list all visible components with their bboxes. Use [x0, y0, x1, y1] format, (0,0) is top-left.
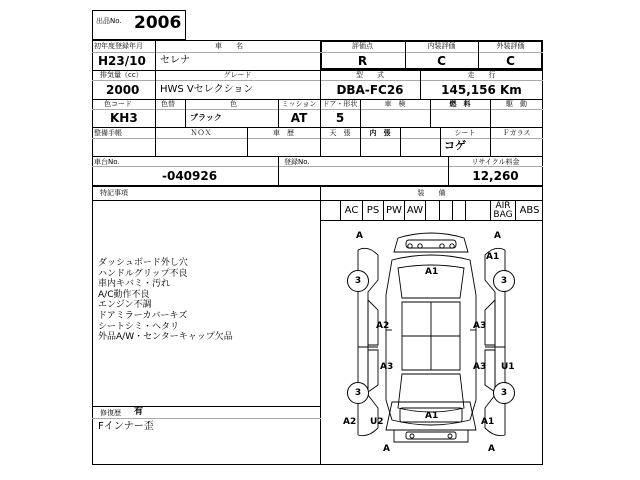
history-label: 車 歴	[273, 129, 294, 137]
lot-number: 2006	[134, 13, 182, 33]
equipment-abs: ABS	[515, 201, 543, 220]
remark-item: ダッシュボード外し穴	[98, 258, 188, 268]
equipment-aw: AW	[404, 201, 425, 220]
doors: 5	[335, 111, 345, 125]
damage-mark: A3	[473, 362, 487, 372]
remarks-list	[98, 258, 233, 343]
sunroof-label: 天 張	[329, 129, 351, 137]
damage-mark: A	[494, 231, 501, 241]
damage-mark: U2	[370, 417, 384, 427]
equipment-pw: PW	[383, 201, 404, 220]
year-label: 初年度登録年月	[94, 42, 143, 50]
equipment-ps: PS	[362, 201, 383, 220]
remarks-label: 特記事項	[100, 189, 128, 197]
seat-condition: コゲ	[444, 139, 466, 152]
evaluation-score: R	[357, 54, 368, 68]
remark-item: ドアミラーカバーキズ	[98, 310, 188, 321]
damage-mark: A1	[425, 267, 439, 277]
damage-mark: A	[488, 444, 495, 454]
recycle-fee-label: リサイクル料金	[471, 158, 520, 166]
drive-label: 駆 動	[506, 100, 527, 108]
remark-item: シートシミ・ヘタリ	[98, 321, 180, 332]
front-glass-label: Ｆガラス	[502, 129, 531, 137]
equipment-blank-2	[439, 201, 452, 220]
equipment-blank-4	[465, 201, 490, 220]
car-damage-diagram	[320, 220, 543, 465]
exterior-grade: C	[506, 54, 515, 68]
nox-label: ＮＯＸ	[190, 129, 212, 137]
mileage-label: 走 行	[467, 71, 496, 79]
registration-label: 登録No.	[284, 158, 310, 166]
color-code-label: 色コード	[104, 100, 132, 108]
seat-label: シート	[454, 129, 476, 137]
equipment-ac: AC	[340, 201, 362, 220]
repair-note: Fインナー歪	[98, 421, 154, 432]
interior-grade: C	[437, 54, 446, 68]
equipment-blank-1	[425, 201, 439, 220]
recycle-fee: 12,260	[472, 169, 519, 183]
grade: HWS Vセレクション	[160, 84, 254, 95]
repair-history-value: 有	[134, 407, 144, 417]
maintenance-record-label: 整備手帳	[94, 129, 122, 137]
damage-mark: A1	[486, 252, 500, 262]
tire-rear-right: 3	[493, 382, 515, 404]
damage-mark: A	[383, 444, 390, 454]
car-name-label: 車 名	[215, 42, 243, 50]
damage-mark: A3	[473, 321, 487, 331]
damage-mark: A1	[481, 417, 495, 427]
equipment-label: 装 備	[417, 189, 446, 197]
mission-label: ミッション	[281, 100, 317, 108]
doors-label: ドア・形状	[322, 100, 358, 108]
equipment-airbag: AIR BAG	[490, 201, 515, 220]
tire-front-left: 3	[347, 270, 369, 292]
damage-mark: A2	[376, 321, 390, 331]
car-name: セレナ	[160, 55, 190, 66]
remark-item: エンジン不調	[98, 300, 152, 311]
damage-mark: A3	[380, 362, 394, 372]
grade-label: グレード	[223, 71, 252, 79]
remark-item: ハンドルグリップ不良	[98, 268, 188, 279]
damage-mark: U1	[501, 362, 515, 372]
color-change-label: 色替	[161, 100, 175, 108]
repair-history-label: 修復歴	[100, 409, 121, 417]
color-code: KH3	[110, 111, 138, 125]
model-label: 型 式	[356, 71, 384, 79]
chassis-number: -040926	[162, 169, 218, 183]
displacement: 2000	[106, 83, 140, 97]
first-registration: H23/10	[98, 54, 146, 68]
lot-number-label: 出品No.	[96, 17, 122, 25]
interior-trim-label: 内 張	[369, 129, 391, 137]
fuel-label: 燃 料	[449, 100, 471, 108]
model-code: DBA-FC26	[336, 83, 404, 97]
tire-rear-left: 3	[347, 382, 369, 404]
transmission: AT	[290, 111, 308, 125]
chassis-label: 車台No.	[94, 158, 120, 166]
interior-grade-label: 内装評価	[427, 42, 456, 50]
remark-item: 外品A/W・センターキャップ欠品	[98, 332, 233, 343]
displacement-label: 排気量（cc）	[100, 71, 143, 79]
damage-mark: A1	[425, 411, 439, 421]
color-label: 色	[230, 100, 237, 108]
body-color: ブラック	[190, 113, 222, 122]
remark-item: A/C動作不良	[98, 289, 150, 300]
damage-mark: A	[356, 231, 363, 241]
remark-item: 車内キバミ・汚れ	[98, 279, 171, 290]
mileage: 145,156 Km	[441, 83, 522, 97]
tire-front-right: 3	[493, 270, 515, 292]
score-label: 評価点	[352, 42, 373, 50]
damage-mark: A2	[343, 417, 357, 427]
equipment-blank-3	[452, 201, 465, 220]
inspection-label: 車 検	[384, 100, 406, 108]
exterior-grade-label: 外装評価	[496, 42, 525, 50]
